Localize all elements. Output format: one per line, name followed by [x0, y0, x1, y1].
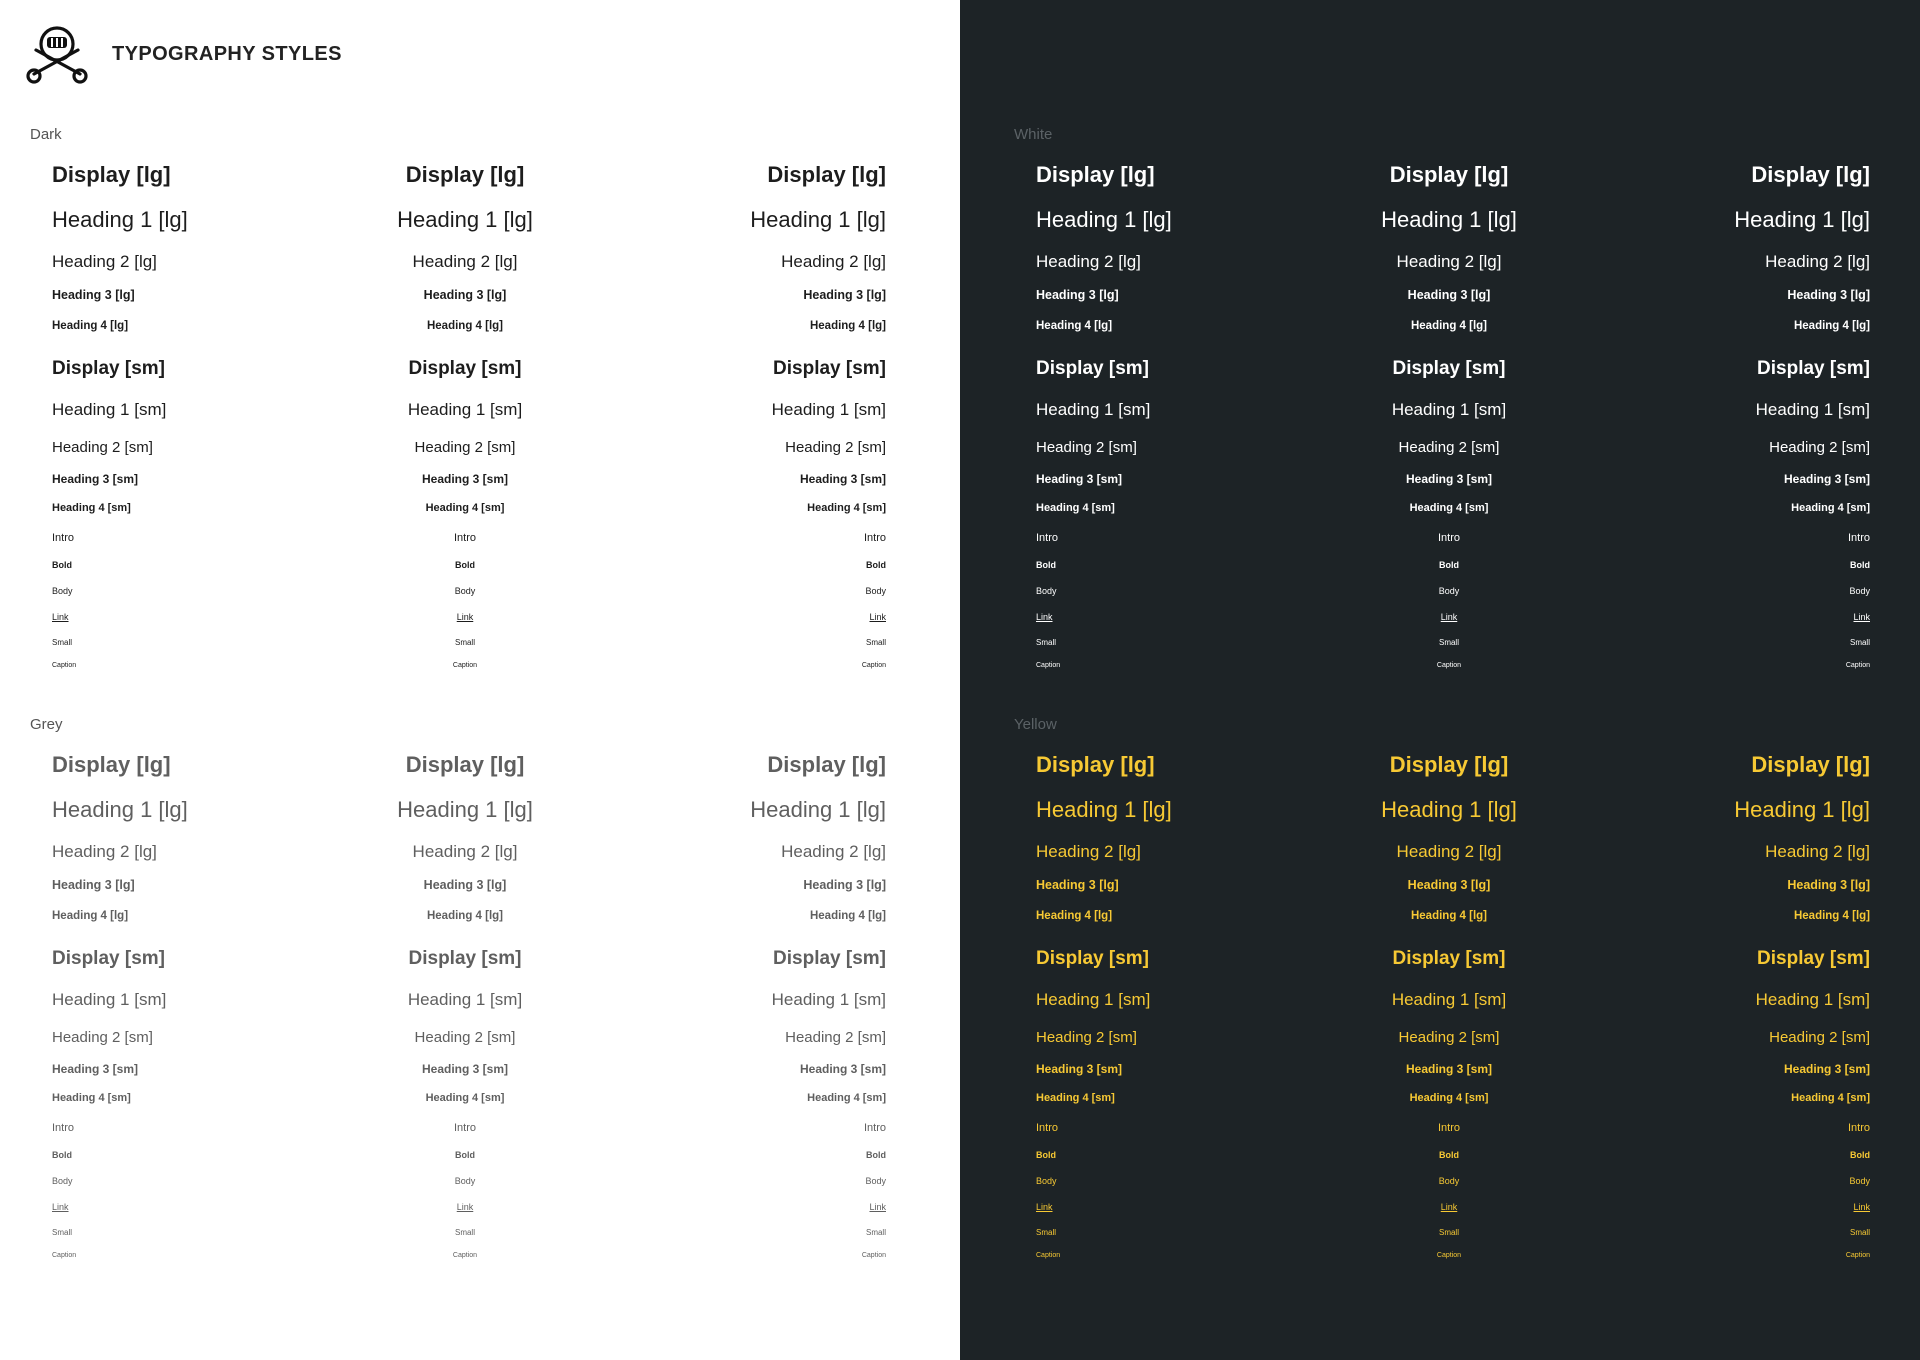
sample-heading2-sm: Heading 2 [sm] — [1036, 439, 1137, 456]
sample-small: Small — [1036, 638, 1057, 647]
sample-display-lg: Display [lg] — [1389, 752, 1509, 777]
sample-heading3-lg: Heading 3 [lg] — [1787, 878, 1870, 892]
sample-heading1-lg: Heading 1 [lg] — [1036, 207, 1172, 232]
sample-heading3-sm: Heading 3 [sm] — [1405, 472, 1492, 486]
sample-heading3-sm: Heading 3 [sm] — [799, 1062, 886, 1076]
sample-heading1-lg: Heading 1 [lg] — [1734, 797, 1870, 822]
column-right-aligned — [1530, 716, 1870, 1276]
sample-intro: Intro — [1437, 532, 1460, 544]
sample-heading2-sm: Heading 2 [sm] — [414, 439, 516, 456]
sample-intro: Intro — [52, 1122, 75, 1134]
sample-heading4-sm: Heading 4 [sm] — [1791, 1092, 1870, 1104]
sample-heading2-lg: Heading 2 [lg] — [1765, 252, 1870, 271]
group-label: White — [1014, 126, 1053, 143]
sample-heading3-sm: Heading 3 [sm] — [52, 472, 139, 486]
sample-heading1-lg: Heading 1 [lg] — [397, 797, 533, 822]
group-grey — [30, 716, 886, 1276]
sample-link[interactable]: Link — [1853, 612, 1870, 622]
sample-display-sm: Display [sm] — [1392, 358, 1506, 379]
sample-heading2-sm: Heading 2 [sm] — [52, 439, 153, 456]
sample-heading1-sm: Heading 1 [sm] — [771, 400, 886, 419]
sample-heading2-lg: Heading 2 [lg] — [1396, 842, 1502, 861]
sample-heading4-sm: Heading 4 [sm] — [1791, 502, 1870, 514]
sample-body: Body — [52, 1176, 73, 1186]
sample-heading3-lg: Heading 3 [lg] — [1407, 878, 1491, 892]
sample-heading4-sm: Heading 4 [sm] — [425, 502, 505, 514]
sample-link[interactable]: Link — [1036, 612, 1053, 622]
sample-body: Body — [1438, 586, 1460, 596]
sample-caption: Caption — [1436, 1252, 1462, 1259]
sample-bold: Bold — [52, 1150, 72, 1160]
sample-small: Small — [865, 1228, 886, 1237]
sample-intro: Intro — [52, 532, 75, 544]
sample-heading1-sm: Heading 1 [sm] — [1755, 400, 1870, 419]
column-right-aligned — [546, 716, 886, 1276]
sample-bold: Bold — [1439, 560, 1459, 570]
sample-body: Body — [1438, 1176, 1460, 1186]
sample-heading4-sm: Heading 4 [sm] — [807, 502, 886, 514]
column-right-aligned — [1530, 126, 1870, 686]
sample-heading2-sm: Heading 2 [sm] — [1398, 439, 1500, 456]
sample-heading3-lg: Heading 3 [lg] — [803, 878, 886, 892]
sample-heading2-lg: Heading 2 [lg] — [412, 842, 518, 861]
sample-link[interactable]: Link — [1440, 1202, 1458, 1212]
sample-heading4-sm: Heading 4 [sm] — [807, 1092, 886, 1104]
sample-heading3-sm: Heading 3 [sm] — [421, 1062, 508, 1076]
sample-display-lg: Display [lg] — [1751, 752, 1870, 777]
sample-display-lg: Display [lg] — [405, 162, 525, 187]
sample-caption: Caption — [452, 1252, 478, 1259]
sample-heading1-sm: Heading 1 [sm] — [407, 400, 523, 419]
sample-bold: Bold — [1036, 560, 1056, 570]
group-white — [1014, 126, 1870, 686]
sample-heading2-lg: Heading 2 [lg] — [412, 252, 518, 271]
sample-heading2-lg: Heading 2 [lg] — [1036, 252, 1141, 271]
sample-body: Body — [1849, 1176, 1870, 1186]
column-right-aligned — [546, 126, 886, 686]
sample-bold: Bold — [455, 1150, 475, 1160]
sample-heading1-sm: Heading 1 [sm] — [52, 990, 167, 1009]
sample-intro: Intro — [1847, 532, 1870, 544]
sample-caption: Caption — [1036, 662, 1061, 669]
sample-body: Body — [1036, 1176, 1057, 1186]
sample-caption: Caption — [861, 662, 886, 669]
sample-intro: Intro — [1847, 1122, 1870, 1134]
group-dark — [30, 126, 886, 686]
sample-heading2-lg: Heading 2 [lg] — [52, 842, 157, 861]
sample-small: Small — [454, 638, 475, 647]
sample-bold: Bold — [52, 560, 72, 570]
sample-bold: Bold — [1850, 1150, 1870, 1160]
sample-link[interactable]: Link — [52, 612, 69, 622]
sample-caption: Caption — [1845, 1252, 1870, 1259]
sample-heading3-sm: Heading 3 [sm] — [799, 472, 886, 486]
sample-heading1-sm: Heading 1 [sm] — [52, 400, 167, 419]
sample-caption: Caption — [861, 1252, 886, 1259]
sample-heading3-sm: Heading 3 [sm] — [1405, 1062, 1492, 1076]
sample-body: Body — [865, 1176, 886, 1186]
sample-display-lg: Display [lg] — [405, 752, 525, 777]
sample-heading3-sm: Heading 3 [sm] — [1036, 1062, 1123, 1076]
sample-heading4-sm: Heading 4 [sm] — [52, 502, 131, 514]
sample-heading3-lg: Heading 3 [lg] — [423, 288, 507, 302]
sample-display-lg: Display [lg] — [1036, 752, 1155, 777]
sample-small: Small — [52, 638, 73, 647]
sample-caption: Caption — [452, 662, 478, 669]
sample-heading4-sm: Heading 4 [sm] — [1409, 502, 1489, 514]
skull-crossbones-logo-icon — [24, 24, 90, 86]
sample-display-sm: Display [sm] — [408, 948, 522, 969]
sample-heading3-lg: Heading 3 [lg] — [52, 288, 135, 302]
sample-heading3-lg: Heading 3 [lg] — [803, 288, 886, 302]
sample-display-sm: Display [sm] — [1036, 948, 1149, 969]
sample-heading2-sm: Heading 2 [sm] — [785, 1029, 886, 1046]
sample-link[interactable]: Link — [1853, 1202, 1870, 1212]
sample-body: Body — [454, 586, 476, 596]
sample-heading3-lg: Heading 3 [lg] — [1787, 288, 1870, 302]
sample-heading4-lg: Heading 4 [lg] — [1410, 910, 1488, 922]
sample-heading4-sm: Heading 4 [sm] — [1409, 1092, 1489, 1104]
sample-heading3-sm: Heading 3 [sm] — [421, 472, 508, 486]
sample-heading2-lg: Heading 2 [lg] — [1036, 842, 1141, 861]
sample-heading2-sm: Heading 2 [sm] — [1398, 1029, 1500, 1046]
sample-heading2-lg: Heading 2 [lg] — [52, 252, 157, 271]
sample-heading1-lg: Heading 1 [lg] — [1734, 207, 1870, 232]
group-yellow — [1014, 716, 1870, 1276]
sample-link[interactable]: Link — [869, 1202, 886, 1212]
sample-heading4-lg: Heading 4 [lg] — [1793, 910, 1870, 922]
sample-heading4-lg: Heading 4 [lg] — [809, 320, 886, 332]
sample-intro: Intro — [453, 1122, 476, 1134]
sample-heading2-lg: Heading 2 [lg] — [1396, 252, 1502, 271]
sample-heading3-sm: Heading 3 [sm] — [1783, 1062, 1870, 1076]
sample-heading4-sm: Heading 4 [sm] — [1036, 502, 1115, 514]
sample-link[interactable]: Link — [52, 1202, 69, 1212]
sample-heading1-sm: Heading 1 [sm] — [771, 990, 886, 1009]
sample-small: Small — [1036, 1228, 1057, 1237]
sample-heading1-sm: Heading 1 [sm] — [1755, 990, 1870, 1009]
sample-heading1-lg: Heading 1 [lg] — [1036, 797, 1172, 822]
sample-intro: Intro — [1036, 532, 1059, 544]
sample-body: Body — [1036, 586, 1057, 596]
sample-small: Small — [1849, 1228, 1870, 1237]
group-label: Yellow — [1014, 716, 1057, 733]
sample-display-sm: Display [sm] — [1392, 948, 1506, 969]
sample-heading3-sm: Heading 3 [sm] — [52, 1062, 139, 1076]
sample-heading2-sm: Heading 2 [sm] — [1036, 1029, 1137, 1046]
sample-display-sm: Display [sm] — [52, 358, 165, 379]
sample-heading1-sm: Heading 1 [sm] — [407, 990, 523, 1009]
sample-intro: Intro — [453, 532, 476, 544]
sample-heading4-sm: Heading 4 [sm] — [425, 1092, 505, 1104]
sample-heading4-lg: Heading 4 [lg] — [426, 320, 504, 332]
sample-body: Body — [52, 586, 73, 596]
sample-heading3-lg: Heading 3 [lg] — [423, 878, 507, 892]
sample-heading4-lg: Heading 4 [lg] — [809, 910, 886, 922]
sample-heading1-lg: Heading 1 [lg] — [1381, 207, 1517, 232]
sample-display-sm: Display [sm] — [52, 948, 165, 969]
sample-display-sm: Display [sm] — [1757, 358, 1870, 379]
sample-heading2-sm: Heading 2 [sm] — [785, 439, 886, 456]
sample-small: Small — [1849, 638, 1870, 647]
sample-link[interactable]: Link — [456, 1202, 474, 1212]
sample-heading1-lg: Heading 1 [lg] — [1381, 797, 1517, 822]
sample-heading4-lg: Heading 4 [lg] — [1036, 910, 1113, 922]
sample-bold: Bold — [866, 560, 886, 570]
sample-display-lg: Display [lg] — [52, 752, 171, 777]
sample-heading3-sm: Heading 3 [sm] — [1036, 472, 1123, 486]
sample-heading1-sm: Heading 1 [sm] — [1391, 400, 1507, 419]
sample-heading2-sm: Heading 2 [sm] — [52, 1029, 153, 1046]
sample-display-lg: Display [lg] — [1389, 162, 1509, 187]
sample-heading4-sm: Heading 4 [sm] — [1036, 1092, 1115, 1104]
sample-display-sm: Display [sm] — [1036, 358, 1149, 379]
sample-display-lg: Display [lg] — [767, 752, 886, 777]
sample-bold: Bold — [455, 560, 475, 570]
sample-body: Body — [865, 586, 886, 596]
sample-display-lg: Display [lg] — [52, 162, 171, 187]
sample-bold: Bold — [1036, 1150, 1056, 1160]
sample-bold: Bold — [1850, 560, 1870, 570]
sample-small: Small — [865, 638, 886, 647]
sample-caption: Caption — [52, 662, 77, 669]
sample-link[interactable]: Link — [869, 612, 886, 622]
sample-heading1-lg: Heading 1 [lg] — [750, 207, 886, 232]
sample-heading3-lg: Heading 3 [lg] — [1036, 878, 1119, 892]
sample-body: Body — [1849, 586, 1870, 596]
sample-heading1-lg: Heading 1 [lg] — [52, 797, 188, 822]
sample-caption: Caption — [1845, 662, 1870, 669]
sample-heading4-lg: Heading 4 [lg] — [1036, 320, 1113, 332]
sample-small: Small — [1438, 638, 1459, 647]
sample-heading4-sm: Heading 4 [sm] — [52, 1092, 131, 1104]
sample-body: Body — [454, 1176, 476, 1186]
sample-bold: Bold — [866, 1150, 886, 1160]
sample-bold: Bold — [1439, 1150, 1459, 1160]
sample-small: Small — [454, 1228, 475, 1237]
sample-heading4-lg: Heading 4 [lg] — [52, 910, 129, 922]
sample-heading4-lg: Heading 4 [lg] — [52, 320, 129, 332]
sample-caption: Caption — [52, 1252, 77, 1259]
sample-heading1-sm: Heading 1 [sm] — [1036, 990, 1151, 1009]
sample-display-lg: Display [lg] — [1751, 162, 1870, 187]
sample-display-sm: Display [sm] — [408, 358, 522, 379]
sample-heading3-lg: Heading 3 [lg] — [1036, 288, 1119, 302]
sample-intro: Intro — [863, 1122, 886, 1134]
sample-heading1-sm: Heading 1 [sm] — [1036, 400, 1151, 419]
sample-display-sm: Display [sm] — [1757, 948, 1870, 969]
sample-heading2-lg: Heading 2 [lg] — [781, 842, 886, 861]
sample-display-sm: Display [sm] — [773, 948, 886, 969]
sample-heading2-lg: Heading 2 [lg] — [781, 252, 886, 271]
sample-heading2-lg: Heading 2 [lg] — [1765, 842, 1870, 861]
sample-heading2-sm: Heading 2 [sm] — [414, 1029, 516, 1046]
sample-heading2-sm: Heading 2 [sm] — [1769, 1029, 1870, 1046]
group-label: Grey — [30, 716, 63, 733]
sample-heading1-lg: Heading 1 [lg] — [750, 797, 886, 822]
group-label: Dark — [30, 126, 62, 143]
sample-caption: Caption — [1036, 1252, 1061, 1259]
sample-display-sm: Display [sm] — [773, 358, 886, 379]
sample-small: Small — [1438, 1228, 1459, 1237]
sample-intro: Intro — [1437, 1122, 1460, 1134]
sample-caption: Caption — [1436, 662, 1462, 669]
sample-link[interactable]: Link — [456, 612, 474, 622]
sample-heading3-lg: Heading 3 [lg] — [1407, 288, 1491, 302]
sample-heading1-lg: Heading 1 [lg] — [397, 207, 533, 232]
sample-heading4-lg: Heading 4 [lg] — [1410, 320, 1488, 332]
sample-display-lg: Display [lg] — [1036, 162, 1155, 187]
page-title: TYPOGRAPHY STYLES — [112, 43, 342, 65]
sample-heading3-sm: Heading 3 [sm] — [1783, 472, 1870, 486]
sample-link[interactable]: Link — [1036, 1202, 1053, 1212]
sample-heading2-sm: Heading 2 [sm] — [1769, 439, 1870, 456]
sample-intro: Intro — [1036, 1122, 1059, 1134]
sample-heading1-sm: Heading 1 [sm] — [1391, 990, 1507, 1009]
sample-link[interactable]: Link — [1440, 612, 1458, 622]
sample-heading4-lg: Heading 4 [lg] — [1793, 320, 1870, 332]
sample-heading3-lg: Heading 3 [lg] — [52, 878, 135, 892]
sample-display-lg: Display [lg] — [767, 162, 886, 187]
sample-intro: Intro — [863, 532, 886, 544]
sample-small: Small — [52, 1228, 73, 1237]
sample-heading4-lg: Heading 4 [lg] — [426, 910, 504, 922]
sample-heading1-lg: Heading 1 [lg] — [52, 207, 188, 232]
